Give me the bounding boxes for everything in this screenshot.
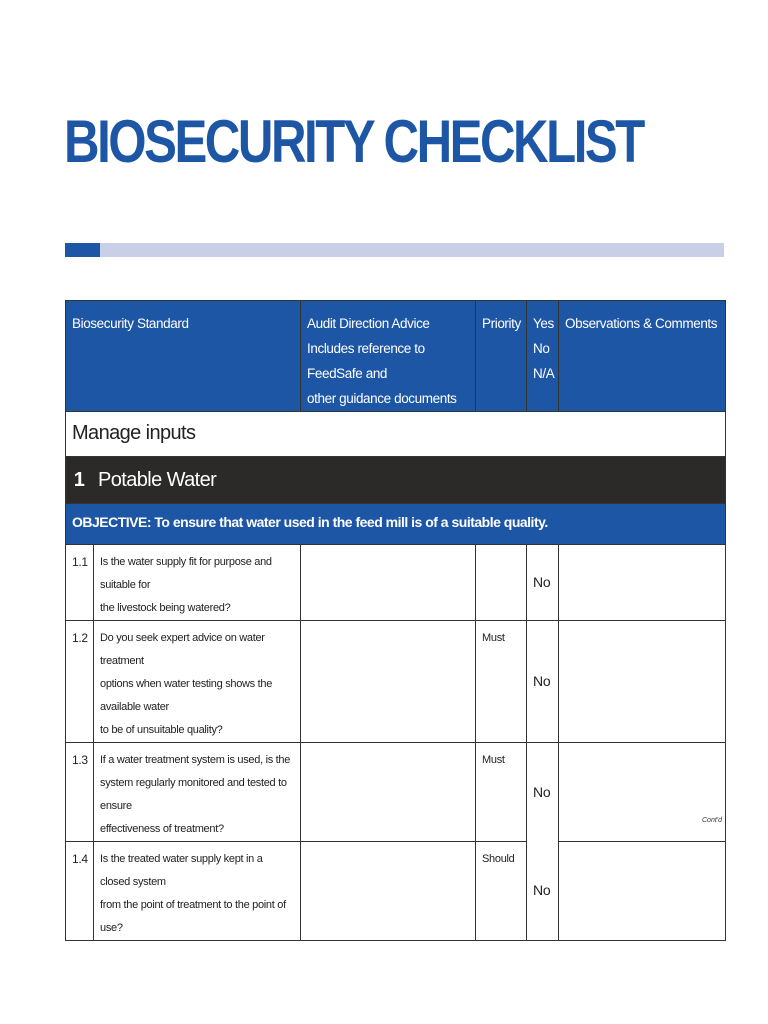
item-question <box>94 743 301 842</box>
item-comments[interactable] <box>559 842 726 941</box>
item-priority: Should <box>476 842 527 941</box>
header-yes-no-na <box>527 301 559 412</box>
section-title: Manage inputs <box>66 412 726 457</box>
item-comments[interactable] <box>559 743 726 842</box>
item-question <box>94 621 301 743</box>
biosecurity-checklist-table <box>65 300 726 941</box>
item-number: 1.1 <box>66 545 94 621</box>
item-question-line: system regularly monitored and tested to ensure <box>100 777 287 812</box>
table-header-row <box>66 301 726 412</box>
item-priority: Must <box>476 621 527 743</box>
item-audit-direction[interactable] <box>301 842 476 941</box>
item-number: 1.2 <box>66 621 94 743</box>
table-row <box>66 743 726 842</box>
item-audit-direction[interactable] <box>301 545 476 621</box>
title-divider <box>65 243 724 257</box>
header-observations: Observations & Comments <box>559 301 726 412</box>
objective-text: OBJECTIVE: To ensure that water used in the feed mill is of a suitable quality. <box>66 504 726 545</box>
group-name: Potable Water <box>98 469 217 491</box>
item-question-line: Is the water supply fit for purpose and suitable for <box>100 556 272 591</box>
header-yes: Yes <box>533 316 554 331</box>
item-question-line: effectiveness of treatment? <box>100 823 224 835</box>
objective-row <box>66 504 726 545</box>
item-question-line: If a water treatment system is used, is the <box>100 754 291 766</box>
item-number: 1.4 <box>66 842 94 941</box>
item-answer[interactable]: No <box>527 842 559 941</box>
item-audit-direction[interactable] <box>301 621 476 743</box>
header-audit-line-2: Includes reference to FeedSafe and <box>307 341 425 381</box>
item-question-line: the livestock being watered? <box>100 602 231 614</box>
item-comments[interactable] <box>559 545 726 621</box>
item-question-line: to be of unsuitable quality? <box>100 724 223 736</box>
section-row <box>66 412 726 457</box>
header-na: N/A <box>533 366 555 381</box>
item-question-line: Is the treated water supply kept in a closed system <box>100 853 263 888</box>
table-row <box>66 545 726 621</box>
document-title: BIOSECURITY CHECKLIST <box>64 108 643 175</box>
item-comments[interactable] <box>559 621 726 743</box>
item-question <box>94 842 301 941</box>
item-question <box>94 545 301 621</box>
item-audit-direction[interactable] <box>301 743 476 842</box>
group-row <box>66 457 726 504</box>
item-answer[interactable]: No <box>527 545 559 621</box>
item-number: 1.3 <box>66 743 94 842</box>
item-priority: Must <box>476 743 527 842</box>
item-priority <box>476 545 527 621</box>
title-divider-accent <box>65 243 100 257</box>
table-row <box>66 621 726 743</box>
header-audit-line-1: Audit Direction Advice <box>307 316 430 331</box>
header-no: No <box>533 341 550 356</box>
header-priority: Priority <box>476 301 527 412</box>
group-heading <box>66 457 726 504</box>
item-question-line: from the point of treatment to the point of use? <box>100 899 286 934</box>
item-question-line: Do you seek expert advice on water treatment <box>100 632 265 667</box>
continued-note: Cont'd <box>702 817 723 824</box>
item-answer[interactable]: No <box>527 621 559 743</box>
item-question-line: options when water testing shows the available water <box>100 678 273 713</box>
item-answer[interactable]: No <box>527 743 559 842</box>
table-row <box>66 842 726 941</box>
header-audit-line-3: other guidance documents <box>307 391 457 406</box>
group-number: 1 <box>73 469 85 491</box>
header-audit-direction <box>301 301 476 412</box>
header-biosecurity-standard: Biosecurity Standard <box>66 301 301 412</box>
